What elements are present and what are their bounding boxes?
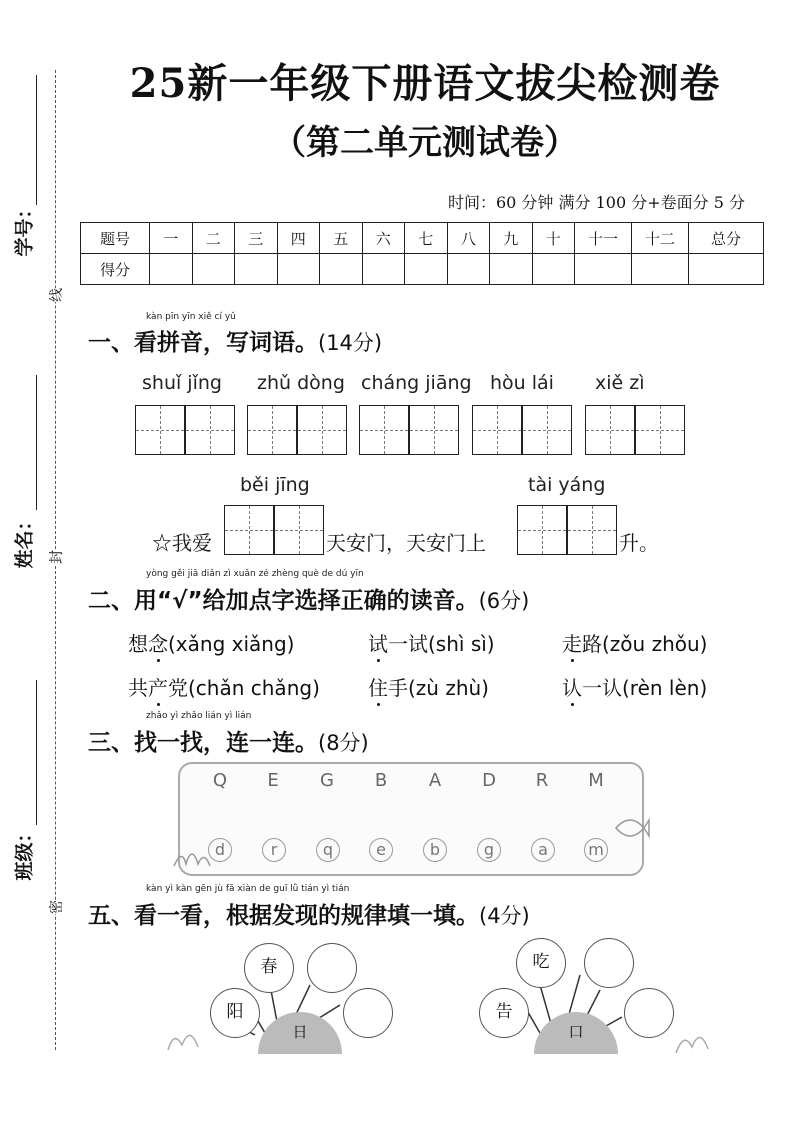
section3-ruby: zhǎo yì zhǎo lián yì lián [146, 711, 252, 721]
lowercase-letter[interactable]: e [369, 838, 393, 862]
name-line [36, 375, 37, 510]
fish-decoration-icon [612, 808, 650, 848]
score-cell-total[interactable] [689, 254, 764, 285]
uppercase-letter[interactable]: M [588, 770, 604, 791]
score-table-row-header: 得分 [81, 254, 150, 285]
reading-item [128, 672, 320, 701]
section1-title: 一、看拼音，写词语。 [88, 330, 318, 356]
score-col: 十二 [632, 223, 689, 254]
sentence-pinyin-taiyang: tài yáng [528, 474, 606, 496]
score-col: 四 [277, 223, 320, 254]
score-cell[interactable] [405, 254, 448, 285]
uppercase-letter[interactable]: G [320, 770, 334, 791]
sentence-part-2: 天安门，天安门上 [326, 531, 486, 555]
uppercase-letter[interactable]: R [535, 770, 549, 791]
seal-char-mi: 密 [49, 900, 65, 914]
sun-circle-blank[interactable] [624, 988, 674, 1038]
pinyin-label: xiě zì [595, 372, 645, 394]
reading-item [562, 628, 707, 657]
sun-circle-blank[interactable] [343, 988, 393, 1038]
uppercase-letter[interactable]: B [374, 770, 388, 791]
pinyin-label: zhǔ dòng [257, 372, 345, 394]
section3-points: (8分) [318, 731, 369, 755]
dotted-char: 念 [148, 628, 168, 657]
score-col: 三 [235, 223, 278, 254]
writing-grid-box[interactable] [567, 505, 617, 555]
uppercase-letter[interactable]: A [428, 770, 442, 791]
writing-grid-box[interactable] [247, 405, 297, 455]
sun-circle-blank[interactable] [584, 938, 634, 988]
score-col: 九 [490, 223, 533, 254]
sun-circle-char: 春 [244, 943, 294, 993]
score-col: 十一 [575, 223, 632, 254]
section5-points: (4分) [479, 904, 530, 928]
class-line [36, 680, 37, 825]
score-table-row-header: 题号 [81, 223, 150, 254]
letter-matching-board [178, 762, 644, 876]
score-col: 一 [150, 223, 193, 254]
word-post: 一认 [582, 676, 622, 700]
writing-grid-box[interactable] [274, 505, 324, 555]
score-col: 八 [447, 223, 490, 254]
student-id-label: 学号： [13, 199, 36, 257]
writing-grid-box[interactable] [522, 405, 572, 455]
left-sun-center: 日 [258, 1012, 342, 1054]
reading-options[interactable]: (xǎng xiǎng) [168, 632, 295, 656]
word-post: 一试 [388, 632, 428, 656]
pinyin-label: cháng jiāng [361, 372, 472, 394]
reading-options[interactable]: (rèn lèn) [622, 676, 708, 700]
lowercase-letter[interactable]: g [477, 838, 501, 862]
dotted-char: 住 [368, 672, 388, 701]
lowercase-letter[interactable]: q [316, 838, 340, 862]
score-table [80, 222, 764, 285]
writing-grid-box[interactable] [472, 405, 522, 455]
score-cell[interactable] [447, 254, 490, 285]
reading-item [368, 628, 495, 657]
section1-ruby: kàn pīn yīn xiě cí yǔ [146, 312, 236, 322]
writing-grid-box[interactable] [359, 405, 409, 455]
section1-points: (14分) [318, 331, 383, 355]
score-cell[interactable] [575, 254, 632, 285]
score-cell[interactable] [277, 254, 320, 285]
section2-points: (6分) [478, 589, 530, 613]
student-id-line [36, 75, 37, 205]
word-post: 手 [388, 676, 408, 700]
score-cell[interactable] [532, 254, 575, 285]
reading-item [128, 628, 294, 657]
score-col: 七 [405, 223, 448, 254]
lowercase-letter[interactable]: a [531, 838, 555, 862]
dotted-char: 认 [562, 672, 582, 701]
time-info: 时间：60 分钟 满分 100 分+卷面分 5 分 [447, 193, 745, 212]
pinyin-label: shuǐ jǐng [142, 372, 222, 394]
dotted-char: 产 [148, 672, 168, 701]
writing-grid-box[interactable] [135, 405, 185, 455]
section1-heading [88, 324, 382, 357]
class-label: 班级： [13, 823, 36, 881]
sentence-part-3: 升。 [619, 531, 659, 555]
score-cell[interactable] [192, 254, 235, 285]
sentence-part-1: ☆我爱 [152, 531, 212, 555]
section5-title: 五、看一看，根据发现的规律填一填。 [88, 903, 479, 929]
page-title: 25新一年级下册语文拔尖检测卷 [129, 60, 721, 107]
writing-grid-box[interactable] [297, 405, 347, 455]
score-cell[interactable] [362, 254, 405, 285]
writing-grid-box[interactable] [224, 505, 274, 555]
reading-options[interactable]: (zù zhù) [408, 676, 489, 700]
sun-circle-char: 吃 [516, 938, 566, 988]
score-cell[interactable] [490, 254, 533, 285]
word-pre: 想 [128, 632, 148, 656]
seal-char-line: 线 [49, 288, 65, 302]
uppercase-letter[interactable]: E [267, 770, 279, 791]
reading-item [368, 672, 489, 701]
word-pre: 共 [128, 676, 148, 700]
lowercase-letter[interactable]: d [208, 838, 232, 862]
section2-ruby: yòng gěi jiā diǎn zì xuǎn zé zhèng què de dú yīn [146, 569, 364, 579]
sun-circle-char: 阳 [210, 988, 260, 1038]
section5-ruby: kàn yì kàn gēn jù fā xiàn de guī lǜ tián yì tián [146, 884, 350, 894]
writing-grid-box[interactable] [585, 405, 635, 455]
uppercase-letter[interactable]: Q [212, 770, 228, 791]
right-sun-center: 口 [534, 1012, 618, 1054]
section2-heading [88, 582, 529, 615]
grass-decoration-icon [172, 838, 212, 868]
score-cell[interactable] [235, 254, 278, 285]
sun-circle-char: 告 [479, 988, 529, 1038]
section5-heading [88, 897, 530, 930]
score-cell[interactable] [632, 254, 689, 285]
writing-grid-box[interactable] [635, 405, 685, 455]
section3-title: 三、找一找，连一连。 [88, 730, 318, 756]
score-table-score-row [81, 254, 764, 285]
score-col: 六 [362, 223, 405, 254]
score-col: 十 [532, 223, 575, 254]
dotted-char: 走 [562, 628, 582, 657]
reading-item [562, 672, 707, 701]
lowercase-letter[interactable]: b [423, 838, 447, 862]
sun-circle-blank[interactable] [307, 943, 357, 993]
writing-grid-box[interactable] [517, 505, 567, 555]
dotted-char: 试 [368, 628, 388, 657]
word-post: 路 [582, 632, 602, 656]
sentence-pinyin-beijing: běi jīng [240, 474, 310, 496]
reading-options[interactable]: (zǒu zhǒu) [602, 632, 708, 656]
reading-options[interactable]: (chǎn chǎng) [188, 676, 320, 700]
score-cell[interactable] [320, 254, 363, 285]
writing-grid-box[interactable] [185, 405, 235, 455]
reading-options[interactable]: (shì sì) [428, 632, 495, 656]
word-post: 党 [168, 676, 188, 700]
lowercase-letter[interactable]: r [262, 838, 286, 862]
lowercase-letter[interactable]: m [584, 838, 608, 862]
name-label: 姓名： [13, 511, 36, 569]
pinyin-label: hòu lái [490, 372, 554, 394]
score-cell[interactable] [150, 254, 193, 285]
writing-grid-box[interactable] [409, 405, 459, 455]
page-subtitle: （第二单元测试卷） [272, 123, 578, 163]
seal-char-feng: 封 [49, 550, 65, 564]
uppercase-letter[interactable]: D [482, 770, 496, 791]
score-col: 二 [192, 223, 235, 254]
section2-title: 二、用“√”给加点字选择正确的读音。 [88, 588, 479, 614]
section3-heading [88, 724, 369, 757]
score-col: 五 [320, 223, 363, 254]
score-table-header-row [81, 223, 764, 254]
score-col-total: 总分 [689, 223, 764, 254]
